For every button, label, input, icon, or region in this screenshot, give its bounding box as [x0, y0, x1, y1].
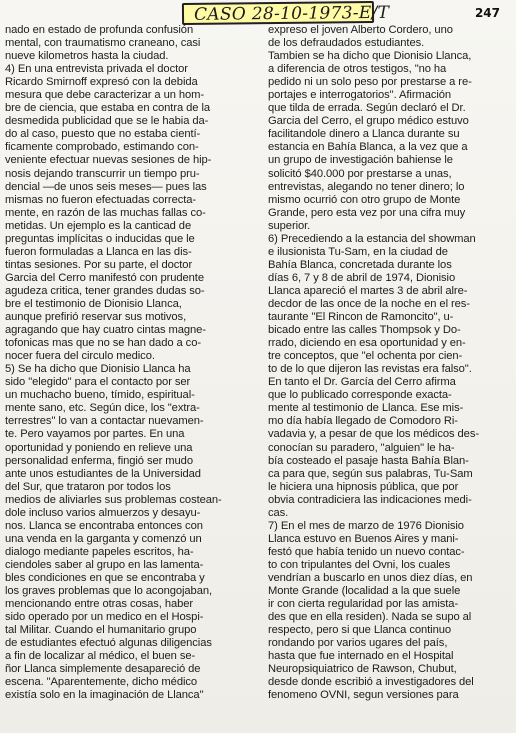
right-column-line: to con tripulantes del Ovni, los cuales	[268, 558, 451, 571]
left-column-line: agudeza critica, tener grandes dudas so-	[5, 284, 205, 297]
right-column-line: estancia en Bahía Blanca, a la vez que a	[268, 141, 468, 154]
right-column-line: respecto, pero si que Llanca continuo	[268, 624, 451, 637]
case-label	[182, 1, 390, 25]
left-column-line: medios de aliviarles sus problemas costean-	[5, 493, 222, 506]
right-column-line: tre conceptos, que "el ochenta por cien-	[268, 350, 463, 363]
left-column-line: nosis dejando transcurrir un tiempo pru-	[5, 167, 200, 180]
right-column-line: bía costeado el pasaje hasta Bahía Blan-	[268, 454, 469, 467]
right-column-line: facilitandole dinero a Llanca durante su	[268, 128, 460, 141]
left-column-line: del Sur, que trataron por todos los	[5, 480, 171, 493]
right-column-line: un grupo de investigación bahiense le	[268, 154, 453, 167]
right-column-line: Llanca estuvo en Buenos Aires y mani-	[268, 532, 459, 545]
right-column-line: Bahía Blanca, concretada durante los	[268, 258, 452, 271]
right-column-line: portajes e interrogatorios". Afirmación	[268, 89, 452, 102]
right-column-line: a diferencia de otros testigos, "no ha	[268, 63, 447, 76]
right-column-line: entrevistas, alegando no tener dinero; lo	[268, 180, 465, 193]
left-column-line: oportunidad y poniendo en relieve una	[5, 441, 193, 454]
left-column-line: mente, en razón de las muchas fallas co-	[5, 206, 206, 219]
left-column-line: metidas. Un ejemplo es la canticad de	[5, 219, 192, 232]
right-column-line: fenomeno OVNI, segun versiones para	[268, 689, 459, 702]
left-column-line: dencial —de unos seis meses— pues las	[5, 180, 207, 193]
left-column-line: nocer fuera del circulo medico.	[5, 350, 155, 363]
left-column-line: bre el testimonio de Dionisio Llanca,	[5, 297, 182, 310]
right-column-line: ir con cierta regularidad por las amista-	[268, 598, 459, 611]
right-column-line: 6) Precediendo a la estancia del showman	[268, 232, 476, 245]
right-column-line: cas.	[268, 506, 289, 519]
right-column-line: decdor de las once de la noche en el res-	[268, 297, 470, 310]
left-column-line: de estudiantes efectuó algunas diligencias	[5, 637, 212, 650]
right-column-line: días 6, 7 y 8 de abril de 1974, Dionisio	[268, 271, 456, 284]
left-column-line: fueron formuladas a Llanca en las dis-	[5, 245, 192, 258]
left-column-line: a fin de localizar al médico, el buen se-	[5, 650, 196, 663]
right-column-line: Llanca apareció el martes 3 de abril alre-	[268, 284, 468, 297]
right-column-line: obvia contradiciera las indicaciones medi-	[268, 493, 472, 506]
left-column-line: sido operado por un medico en el Hospi-	[5, 611, 204, 624]
left-column-line: sido "elegido" para el contacto por ser	[5, 376, 191, 389]
left-column-line: Ricardo Smirnoff expresó con la debida	[5, 76, 198, 89]
left-column-line: dole incluso varios almuerzos y desayu-	[5, 506, 201, 519]
left-column-line: una venda en la garganta y comenzó un	[5, 532, 202, 545]
left-column-line: tofonicas mas que no se han dado a co-	[5, 337, 201, 350]
right-column-line: e ilusionista Tu-Sam, en la ciudad de	[268, 245, 448, 258]
right-column-line: En tanto el Dr. García del Cerro afirma	[268, 376, 456, 389]
right-column-line: expreso el joven Alberto Cordero, uno	[268, 24, 453, 36]
right-column-line: que lo publicado corresponde exacta-	[268, 389, 452, 402]
right-column-line: hasta que fue internado en el Hospital	[268, 650, 454, 663]
left-column-line: nueve kilometros hasta la ciudad.	[5, 50, 169, 63]
left-column	[5, 24, 247, 702]
right-column-line: ca para que, según sus palabras, Tu-Sam	[268, 467, 473, 480]
left-column-line: preguntas implícitas o inducidas que le	[5, 232, 195, 245]
right-column-line: vadavia y, a pesar de que los médicos des-	[268, 428, 479, 441]
left-column-line: terrestres" lo van a contactar nuevamen-	[5, 415, 204, 428]
left-column-line: ciendoles saber al grupo en las lamenta-	[5, 558, 204, 571]
case-label-text: CASO 28-10-1973-E/T	[193, 2, 390, 25]
right-column-line: to de lo que dijeron las revistas era falso".	[268, 363, 472, 376]
right-column-line: taurante "El Rincon de Ramoncito", u-	[268, 311, 454, 324]
left-column-line: nado en estado de profunda confusión	[5, 24, 194, 36]
left-column-line: Garcia del Cerro manifestó con prudente	[5, 271, 204, 284]
left-column-line: escena. "Aparentemente, dicho médico	[5, 676, 198, 689]
right-column-line: des que en ella residen). Nada se supo al	[268, 611, 472, 624]
right-column-line: rondando por varios ugares del país,	[268, 637, 448, 650]
left-column-line: nos. Llanca se encontraba entonces con	[5, 519, 203, 532]
right-column-line: festó que había tenido un nuevo contac-	[268, 545, 465, 558]
left-column-line: ante unos estudiantes de la Universidad	[5, 467, 201, 480]
right-column-line: pedido ni un solo peso por prestarse a re-	[268, 76, 472, 89]
left-column-line: dialogo mediante papeles escritos, ha-	[5, 545, 194, 558]
left-column-line: mental, con traumatismo craneano, casi	[5, 37, 201, 50]
left-column-line: mencionando entre otras cosas, haber	[5, 598, 194, 611]
right-column-line: Monte Grande (localidad a la que suele	[268, 585, 461, 598]
left-column-line: personalidad enferma, fingió ser mudo	[5, 454, 193, 467]
right-column-line: Neuropsiquiatrico de Rawson, Chubut,	[268, 663, 457, 676]
left-column-line: ficamente comprobado, estimando con-	[5, 141, 199, 154]
left-column-line: mesura que debe caracterizar a un hom-	[5, 89, 205, 102]
right-column-line: desde donde escribió a investigadores del	[268, 676, 474, 689]
left-column-line: bre de ciencia, que estaba en contra de la	[5, 102, 210, 115]
right-column-line: mente al testimonio de Llanca. Ese mis-	[268, 402, 464, 415]
right-column-line: le hiciera una hipnosis pública, que por	[268, 480, 459, 493]
right-column-line: Tambien se ha dicho que Dionisio Llanca,	[268, 50, 472, 63]
left-column-line: tintas sesiones. Por su parte, el doctor	[5, 258, 193, 271]
right-column-line: mo día había llegado de Comodoro Ri-	[268, 415, 458, 428]
right-column-line: superior.	[268, 219, 311, 232]
left-column-line: un muchacho bueno, tímido, espiritual-	[5, 389, 195, 402]
left-column-line: 5) Se ha dicho que Dionisio Llanca ha	[5, 363, 191, 376]
right-column-line: que tilda de errada. Según declaró el Dr.	[268, 102, 466, 115]
left-column-line: desmedida publicidad que se le habia da-	[5, 115, 209, 128]
page-number: 247	[474, 6, 500, 20]
left-column-line: existía solo en la imaginación de Llanca"	[5, 689, 204, 702]
left-column-line: mente sano, etc. Según dice, los "extra-	[5, 402, 200, 415]
right-column-line: 7) En el mes de marzo de 1976 Dionisio	[268, 519, 464, 532]
left-column-line: do al caso, puesto que no estaba cientí-	[5, 128, 201, 141]
left-column-line: aunque prefirió reservar sus motivos,	[5, 311, 187, 324]
left-column-line: agragando que hay cuatro cintas magne-	[5, 324, 206, 337]
right-column-line: Grande, pero esta vez por una cifra muy	[268, 206, 466, 219]
left-column-line: los graves problemas que lo acongojaban,	[5, 585, 213, 598]
left-column-line: ñor Llanca simplemente desapareció de	[5, 663, 201, 676]
left-column-line: te. Pero vayamos por partes. En una	[5, 428, 185, 441]
left-column-line: veniente efectuar nuevas sesiones de hip-	[5, 154, 212, 167]
left-column-line: mismas no fueron efectuadas correcta-	[5, 193, 197, 206]
left-column-line: tal Militar. Cuando el humanitario grupo	[5, 624, 197, 637]
right-column	[268, 24, 514, 702]
right-column-line: bicado entre las calles Thompsok y Do-	[268, 324, 461, 337]
right-column-line: Garcia del Cerro, el grupo médico estuvo	[268, 115, 469, 128]
left-column-line: bles condiciones en que se encontraba y	[5, 571, 205, 584]
right-column-line: rrado, diciendo en esa oportunidad y en-	[268, 337, 466, 350]
right-column-line: conocían su paradero, "alguien" le ha-	[268, 441, 455, 454]
right-column-line: mismo ocurrió con otro grupo de Monte	[268, 193, 461, 206]
left-column-line: 4) En una entrevista privada el doctor	[5, 63, 188, 76]
right-column-line: vendrían a buscarlo en unos diez días, en	[268, 571, 473, 584]
right-column-line: solicitó $40.000 por prestarse a unas,	[268, 167, 452, 180]
right-column-line: de los defraudados estudiantes.	[268, 37, 425, 50]
